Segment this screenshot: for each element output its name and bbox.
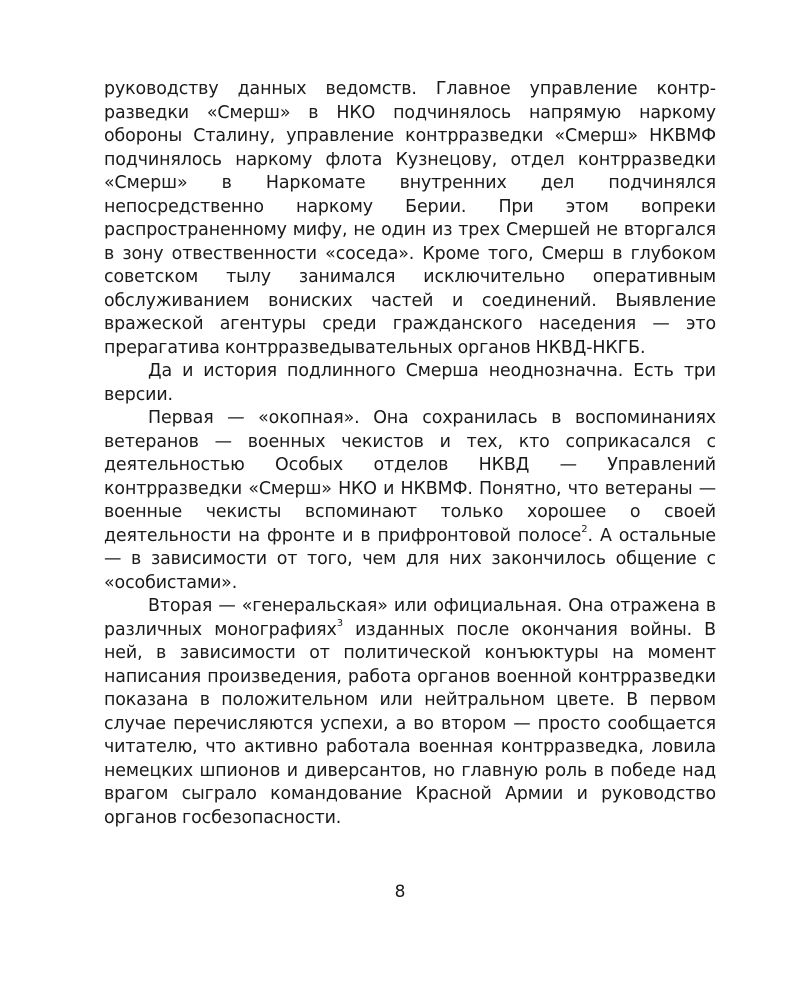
paragraph-3: [104, 407, 716, 595]
footnote-marker-3[interactable]: 3: [336, 617, 343, 629]
paragraph-1: [104, 78, 716, 360]
paragraph-2-text: Да и история подлинного Смерша неоднозначна. Есть три версии.: [104, 361, 716, 405]
paragraph-3-tail: . А остальные — в зависимости от того, чем для них закончилось общение с «особистами».: [104, 525, 716, 593]
paragraph-4-tail: изданных после окончания войны. В ней, в зависимости от политической конъюктуры на момент написания произведения, работа органов военной контрразведки показана в положительном или нейтральном цвете. В первом случае перечисляются успехи, а во втором — просто сообщается читателю, что активно работала военная контрразведка, ловила немецких шпионов и диверсантов, но главную роль в победе над врагом сыграло командование Красной Армии и руководство органов госбезопасности.: [104, 619, 716, 828]
page-number: 8: [394, 882, 406, 902]
paragraph-2: [104, 360, 716, 407]
paragraph-4: [104, 595, 716, 830]
paragraph-3-text: Первая — «окопная». Она сохранилась в воспоминаниях ветеранов — военных чекистов и тех, кто соприкасался с деятельностью Особых отделов НКВД — Управлений контрразведки «Смерш» НКО и НКВМФ. Понятно, что ветераны — военные чекисты вспоминают только хорошее о своей деятельности на фронте и в прифронтовой полосе: [104, 408, 716, 546]
footnote-marker-2[interactable]: 2: [581, 523, 588, 535]
paragraph-1-text: руководству данных ведомств. Главное управление контрразведки «Смерш» в НКО подчинялось напрямую наркому обороны Сталину, управление контрразведки «Смерш» НКВМФ подчинялось наркому флота Кузнецову, отдел контрразведки «Смерш» в Наркомате внутренних дел подчинялся непосредственно наркому Берии. При этом вопреки распространенному мифу, не один из трех Смершей не вторгался в зону отвественности «соседа». Кроме того, Смерш в глубоком советском тылу занимался исключительно оперативным обслуживанием вониских частей и соединений. Выявление вражеской агентуры среди гражданского наседения — это прерагатива контрразведывательных органов НКВД-НКГБ.: [104, 79, 716, 358]
page-body: [104, 78, 716, 830]
paragraph-4-text: Вторая — «генеральская» или официальная. Она отражена в различных монографиях: [104, 596, 716, 640]
